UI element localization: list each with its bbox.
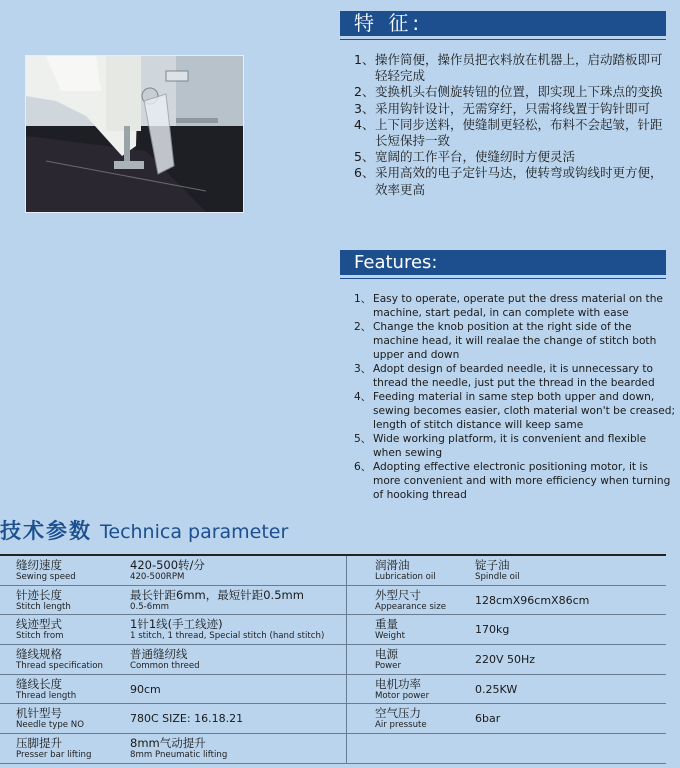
param-value: 128cmX96cmX86cm [475,585,666,615]
param-value: 普通缝纫线 Common threed [130,645,347,675]
table-row [0,615,666,645]
param-label: 电机功率 Motor power [347,674,476,704]
table-row [0,674,666,704]
list-item: 3、 采用钩针设计，无需穿纡，只需将线置于钩针即可 [354,100,651,116]
param-value: 780C SIZE: 16.18.21 [130,704,347,734]
product-photo [25,55,244,213]
list-item: 3、 Adopt design of bearded needle, it is unnecessary to thread the needle, just put the thread in the bearded [354,363,655,389]
param-value: 最长针距6mm，最短针距0.5mm 0.5-6mm [130,585,347,615]
param-value: 0.25KW [475,674,666,704]
features-en-title: Features: [354,252,438,273]
tech-title-en: Technica parameter [100,521,289,543]
table-row [0,734,666,764]
param-label: 缝线规格 Thread specification [0,645,130,675]
param-value: 170kg [475,615,666,645]
features-cn-header [340,11,666,36]
param-value: 6bar [475,704,666,734]
list-item: 1、 Easy to operate, operate put the dress material on the machine, start pedal, in can complete with ease [354,293,663,319]
param-label: 空气压力 Air pressute [347,704,476,734]
param-value: 220V 50Hz [475,645,666,675]
param-value: 8mm气动提升 8mm Pneumatic lifting [130,734,347,764]
table-row [0,556,666,585]
param-label: 压脚提升 Presser bar lifting [0,734,130,764]
list-item: 5、 宽阔的工作平台，使缝纫时方便灵活 [354,149,576,165]
list-item: 2、 变换机头右侧旋转钮的位置，即实现上下珠点的变换 [354,84,663,100]
table-row [0,645,666,675]
param-value: 1针1线(手工线迹) 1 stitch, 1 thread, Special stitch (hand stitch) [130,615,347,645]
param-value: 420-500转/分 420-500RPM [130,556,347,585]
param-label: 润滑油 Lubrication oil [347,556,476,585]
param-label: 线迹型式 Stitch from [0,615,130,645]
param-value: 锭子油 Spindle oil [475,556,666,585]
features-en-header [340,250,666,275]
list-item: 6、 Adopting effective electronic positioning motor, it is more convenient and with more efficiency when turning of hooking thread [354,461,671,501]
param-value: 90cm [130,674,347,704]
param-label: 缝纫速度 Sewing speed [0,556,130,585]
param-value [475,734,666,764]
features-cn-title: 特 征: [354,11,424,35]
table-row [0,704,666,734]
list-item: 5、 Wide working platform, it is convenient and flexible when sewing [354,433,647,459]
tech-table [0,554,666,764]
list-item: 2、 Change the knob position at the right side of the machine head, it will realae the change of stitch both upper and down [354,321,657,361]
tech-title-cn: 技术参数 [0,519,92,543]
tech-title [0,515,288,545]
list-item: 6、 采用高效的电子定针马达，使转弯或钩线时更方便，效率更高 [354,165,663,197]
features-cn-list [354,52,669,198]
list-item: 4、 Feeding material in same step both upper and down, sewing becomes easier, cloth material won't be creased; length of stitch distance will keep same [354,391,676,431]
param-label: 电源 Power [347,645,476,675]
param-label: 缝线长度 Thread length [0,674,130,704]
param-label: 外型尺寸 Appearance size [347,585,476,615]
list-item: 4、 上下同步送料，使缝制更轻松，布料不会起皱，针距长短保持一致 [354,116,663,149]
list-item: 1、 操作简便，操作员把衣料放在机器上，启动踏板即可轻轻完成 [354,52,663,84]
param-label: 重量 Weight [347,615,476,645]
param-label: 针迹长度 Stitch length [0,585,130,615]
param-label [347,734,476,764]
param-label: 机针型号 Needle type NO [0,704,130,734]
features-en-list [354,292,676,502]
table-row [0,585,666,615]
